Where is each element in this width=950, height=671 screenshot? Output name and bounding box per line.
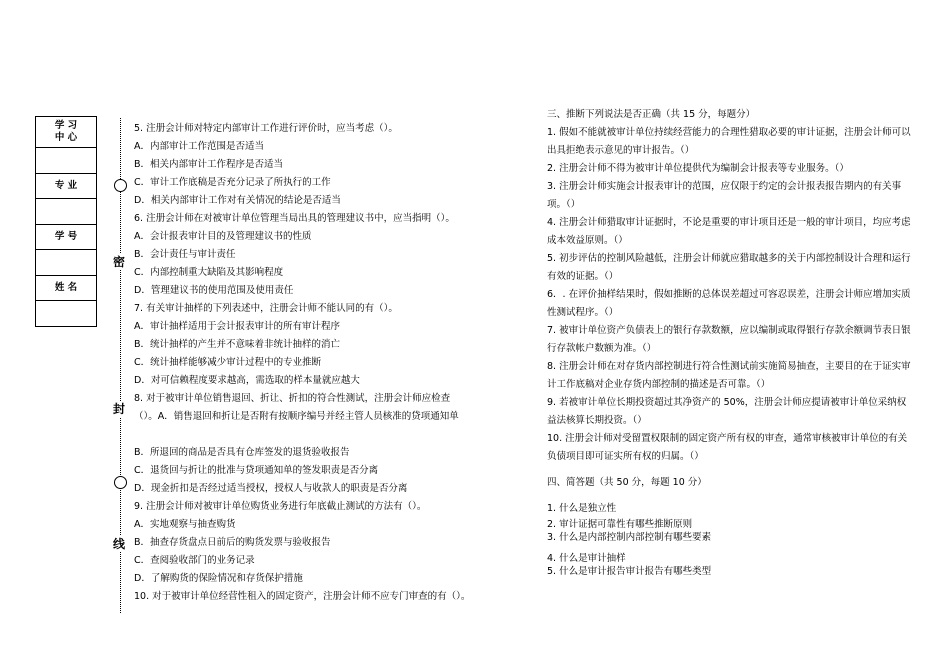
label-name: 姓 名: [36, 275, 97, 301]
question-option: C．退货回与折让的批准与贷项通知单的签发职责是否分离: [134, 465, 379, 476]
question-option: A．会计报表审计目的及管理建议书的性质: [134, 231, 312, 242]
short-answer-group: [547, 552, 912, 578]
question-line: （）。A．销售退回和折让是否附有按顺序编号并经主管人员核准的贷项通知单: [134, 411, 459, 422]
question-line: 5. 注册会计师对特定内部审计工作进行评价时，应当考虑（）。: [134, 123, 398, 134]
judgement-item: 10. 注册会计师对受留置权限制的固定资产所有权的审查，通常审核被审计单位的有关负债项目即可证实所有权的归属。（）: [547, 433, 908, 462]
blank-line: [134, 426, 532, 444]
binding-char-line: 线: [113, 537, 126, 551]
question-option: D．相关内部审计工作对有关情况的结论是否适当: [134, 195, 341, 206]
section-3-title: 三、推断下列说法是否正确（共 15 分，每题分）: [547, 109, 756, 120]
right-question-column: [547, 106, 912, 578]
question-option: A．审计抽样适用于会计报表审计的所有审计程序: [134, 321, 340, 332]
judgement-item: 1. 假如不能就被审计单位持续经营能力的合理性猎取必要的审计证据，注册会计师可以出具拒绝表示意见的审计报告。（）: [547, 127, 911, 156]
question-line: 10. 对于被审计单位经营性租入的固定资产，注册会计师不应专门审查的有（）。: [134, 591, 471, 602]
question-option: C．统计抽样能够减少审计过程中的专业推断: [134, 357, 322, 368]
spacer: [547, 466, 912, 474]
judgement-item: 3. 注册会计师实施会计报表审计的范围，应仅限于约定的会计报表报告期内的有关事项。（）: [547, 181, 902, 210]
label-student-id: 学 号: [36, 224, 97, 250]
question-option: B．统计抽样的产生并不意味着非统计抽样的消亡: [134, 339, 341, 350]
question-option: D．对可信赖程度要求越高，需选取的样本量就应越大: [134, 375, 360, 386]
question-option: A．实地观察与抽查购货: [134, 519, 236, 530]
question-option: B．相关内部审计工作程序是否适当: [134, 159, 284, 170]
short-answer-item: 1. 什么是独立性: [547, 503, 617, 514]
judgement-item: 7. 被审计单位资产负债表上的银行存款数额，应以编制或取得银行存款余额调节表日银行存款帐户数额为准。（）: [547, 325, 911, 354]
question-option: B．所退回的商品是否具有仓库签发的退货验收报告: [134, 447, 350, 458]
binding-hole: [114, 179, 127, 192]
question-line: 7. 有关审计抽样的下列表述中，注册会计师不能认同的有（）。: [134, 303, 398, 314]
field-name: [36, 301, 97, 327]
short-answer-item: 3. 什么是内部控制内部控制有哪些要素: [547, 532, 712, 543]
short-answer-item: 2. 审计证据可靠性有哪些推断原则: [547, 519, 693, 530]
question-option: B．抽查存货盘点日前后的购货发票与验收报告: [134, 537, 331, 548]
question-line: 9. 注册会计师对被审计单位购货业务进行年底截止测试的方法有（）。: [134, 501, 427, 512]
spacer: [547, 492, 912, 500]
left-question-column: [134, 120, 532, 606]
section-4-title: 四、简答题（共 50 分，每题 10 分）: [547, 477, 707, 488]
binding-char-seal: 封: [113, 402, 126, 416]
judgement-item: 2. 注册会计师不得为被审计单位提供代为编制会计报表等专业服务。（）: [547, 163, 849, 174]
question-option: D．现金折扣是否经过适当授权，授权人与收款人的职责是否分离: [134, 483, 408, 494]
short-answer-group: [547, 518, 912, 544]
field-study-center: [36, 148, 97, 174]
short-answer-item: 4. 什么是审计抽样: [547, 553, 626, 564]
question-option: C．审计工作底稿是否充分记录了所执行的工作: [134, 177, 331, 188]
question-option: C．内部控制重大缺陷及其影响程度: [134, 267, 284, 278]
question-option: A．内部审计工作范围是否适当: [134, 141, 264, 152]
question-option: C．查阅验收部门的业务记录: [134, 555, 255, 566]
binding-hole: [114, 476, 127, 489]
label-major: 专 业: [36, 173, 97, 199]
field-major: [36, 199, 97, 225]
question-line: 8. 对于被审计单位销售退回、折让、折扣的符合性测试，注册会计师应检查: [134, 393, 451, 404]
field-student-id: [36, 250, 97, 276]
judgement-item: 8. 注册会计师在对存货内部控制进行符合性测试前实施简易抽查，主要目的在于证实审计工作底稿对企业存货内部控制的描述是否可靠。（）: [547, 361, 911, 390]
question-option: D．管理建议书的使用范围及使用责任: [134, 285, 294, 296]
judgement-item: 4. 注册会计师猎取审计证据时，不论是重要的审计项目还是一般的审计项目，均应考虑成本效益原则。（）: [547, 217, 911, 246]
spacer: [547, 544, 912, 552]
student-info-table: [35, 116, 97, 327]
judgement-item: 6．. 在评价抽样结果时，假如推断的总体误差超过可容忍误差，注册会计师应增加实质性测试程序。（）: [547, 289, 911, 318]
judgement-item: 5. 初步评估的控制风险越低，注册会计师就应猎取越多的关于内部控制设计合理和运行有效的证据。（）: [547, 253, 911, 282]
question-line: 6. 注册会计师在对被审计单位管理当局出具的管理建议书中，应当指明（）。: [134, 213, 455, 224]
question-option: D．了解购货的保险情况和存货保护措施: [134, 573, 303, 584]
short-answer-item: 5. 什么是审计报告审计报告有哪些类型: [547, 566, 712, 577]
label-study-center: 学 习 中 心: [36, 117, 97, 148]
binding-char-seal: 密: [113, 255, 126, 269]
question-option: B．会计责任与审计责任: [134, 249, 236, 260]
judgement-item: 9. 若被审计单位长期投资超过其净资产的 50%，注册会计师应提请被审计单位采纳权益法核算长期投资。（）: [547, 397, 907, 426]
